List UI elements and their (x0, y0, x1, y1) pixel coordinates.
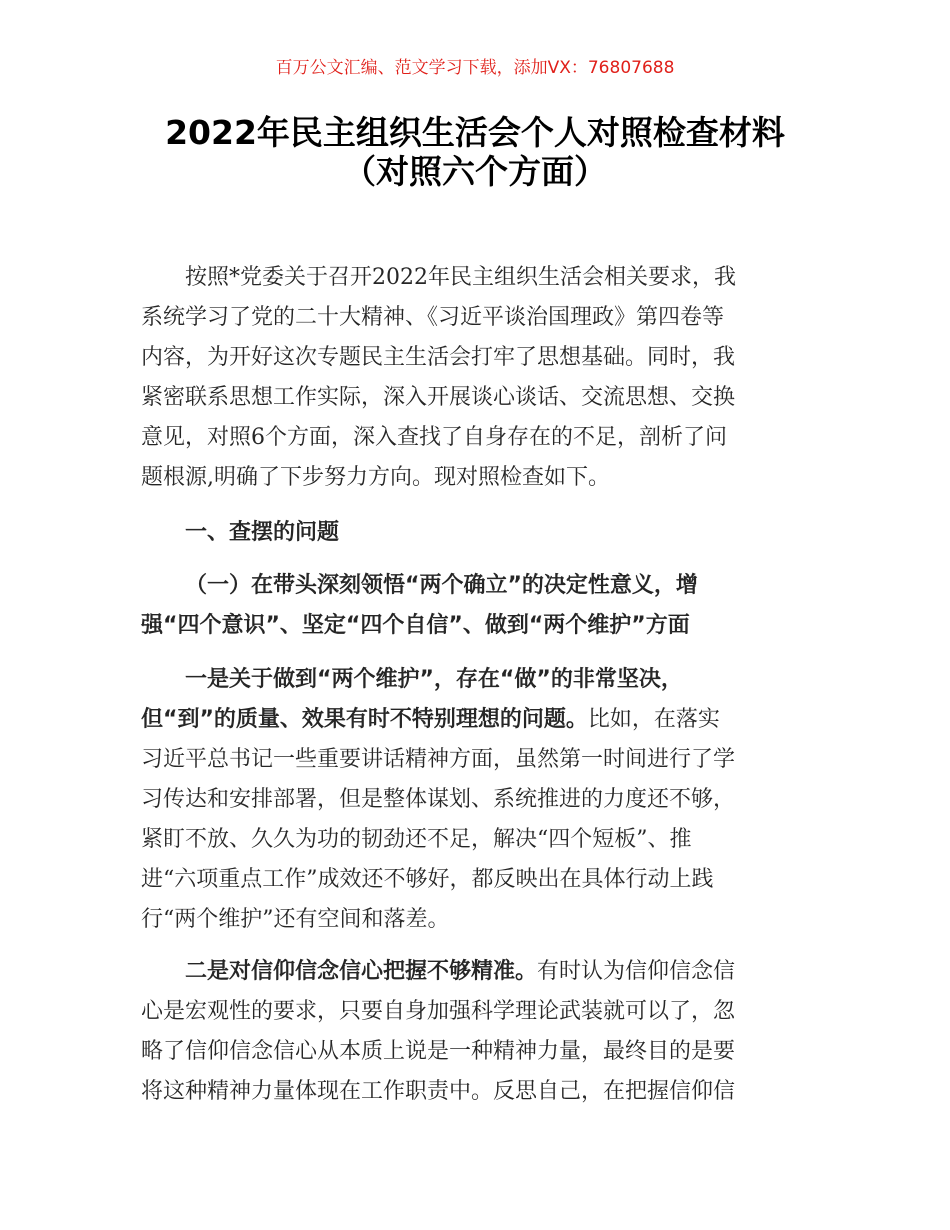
point-one-lead-end: 但“到”的质量、效果有时不特别理想的问题。 (141, 707, 588, 732)
point-two-lead: 二是对信仰信念信心把握不够精准。 (185, 959, 538, 984)
point-one-example-start: 比如，在落实 (587, 707, 720, 732)
point-one-paragraph (141, 660, 811, 940)
subsection-heading (141, 566, 811, 646)
text-line: 题根源,明确了下步努力方向。现对照检查如下。 (141, 465, 610, 490)
text-line (141, 700, 811, 740)
text-line: 习近平总书记一些重要讲话精神方面，虽然第一时间进行了学 (141, 747, 736, 772)
text-line: 按照*党委关于召开2022年民主组织生活会相关要求，我 (185, 265, 736, 290)
text-line: 行“两个维护”还有空间和落差。 (141, 907, 450, 932)
document-title: 2022年民主组织生活会个人对照检查材料 (165, 113, 785, 152)
text-line: 略了信仰信念信心从本质上说是一种精神力量，最终目的是要 (141, 1039, 736, 1064)
watermark-banner: 百万公文汇编、范文学习下载，添加VX：76807688 (275, 58, 675, 78)
subsection-heading-line: 强“四个意识”、坚定“四个自信”、做到“两个维护”方面 (141, 613, 690, 638)
text-line: 内容，为开好这次专题民主生活会打牢了思想基础。同时，我 (141, 345, 736, 370)
text-line: 将这种精神力量体现在工作职责中。反思自己，在把握信仰信 (141, 1079, 736, 1104)
document-subtitle: （对照六个方面） (343, 152, 607, 191)
text-line: 系统学习了党的二十大精神、《习近平谈治国理政》第四卷等 (141, 305, 725, 330)
text-line: 紧密联系思想工作实际，深入开展谈心谈话、交流思想、交换 (141, 385, 736, 410)
text-line: 意见，对照6个方面，深入查找了自身存在的不足，剖析了问 (141, 425, 727, 450)
text-line: 心是宏观性的要求，只要自身加强科学理论武装就可以了，忽 (141, 999, 736, 1024)
point-two-text-start: 有时认为信仰信念信 (537, 959, 736, 984)
section-heading (141, 513, 811, 553)
text-line (141, 952, 811, 992)
subsection-heading-line: （一）在带头深刻领悟“两个确立”的决定性意义，增 (185, 573, 698, 598)
section-heading-text: 一、查摆的问题 (185, 520, 340, 545)
intro-paragraph (141, 258, 811, 498)
point-two-paragraph (141, 952, 811, 1112)
text-line: 习传达和安排部署，但是整体谋划、系统推进的力度还不够， (141, 787, 736, 812)
text-line: 进“六项重点工作”成效还不够好，都反映出在具体行动上践 (141, 867, 714, 892)
text-line: 紧盯不放、久久为功的韧劲还不足，解决“四个短板”、推 (141, 827, 692, 852)
point-one-lead: 一是关于做到“两个维护”，存在“做”的非常坚决， (185, 667, 683, 692)
